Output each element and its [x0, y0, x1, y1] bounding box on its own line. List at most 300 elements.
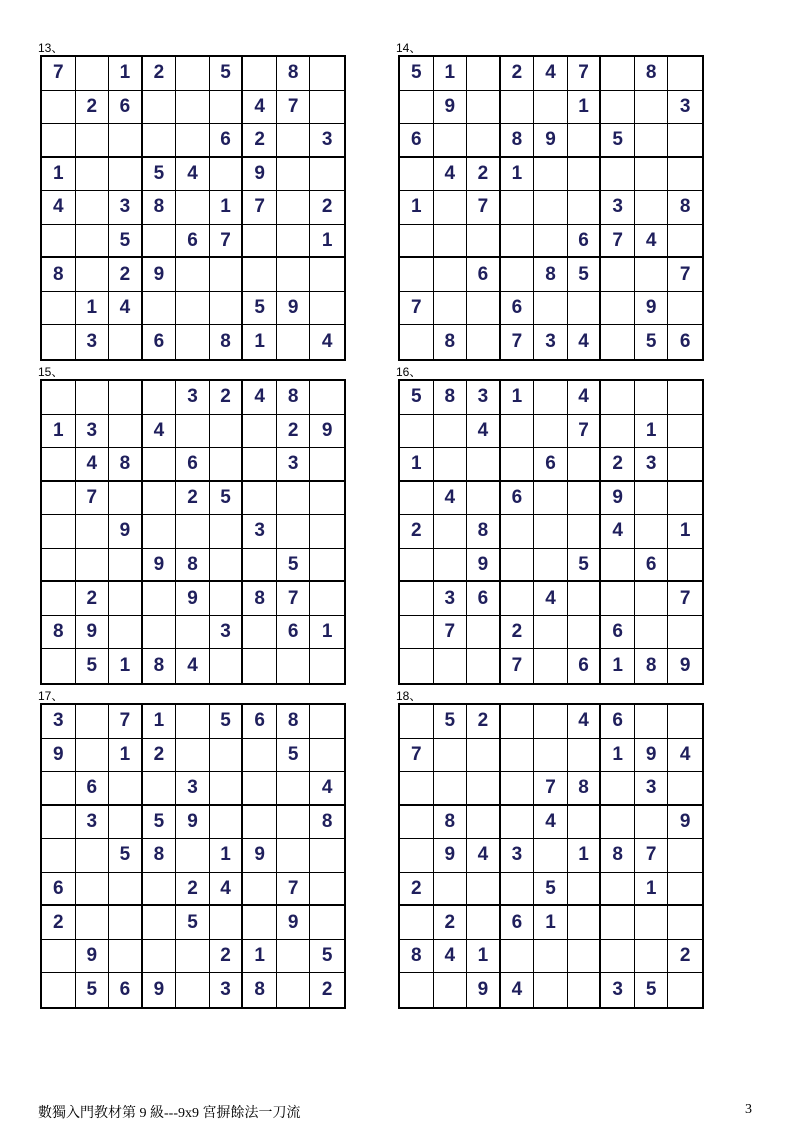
sudoku-cell	[400, 616, 434, 650]
sudoku-cell	[568, 448, 602, 482]
sudoku-cell	[76, 158, 110, 192]
sudoku-cell	[243, 415, 277, 449]
sudoku-cell	[76, 124, 110, 158]
sudoku-cell	[668, 873, 702, 907]
sudoku-grid	[40, 703, 346, 1009]
sudoku-cell	[210, 772, 244, 806]
sudoku-cell: 4	[568, 705, 602, 739]
sudoku-cell: 6	[210, 124, 244, 158]
sudoku-cell	[601, 292, 635, 326]
sudoku-cell: 8	[434, 381, 468, 415]
sudoku-cell	[434, 448, 468, 482]
sudoku-cell: 6	[501, 482, 535, 516]
sudoku-cell	[434, 225, 468, 259]
sudoku-cell: 4	[434, 158, 468, 192]
sudoku-cell: 8	[434, 325, 468, 359]
sudoku-cell	[635, 482, 669, 516]
sudoku-cell: 5	[277, 549, 311, 583]
sudoku-cell	[243, 772, 277, 806]
sudoku-cell	[143, 515, 177, 549]
sudoku-cell: 6	[534, 448, 568, 482]
sudoku-cell	[176, 191, 210, 225]
sudoku-cell	[534, 973, 568, 1007]
sudoku-cell	[277, 482, 311, 516]
sudoku-cell: 1	[601, 739, 635, 773]
sudoku-cell: 7	[635, 839, 669, 873]
sudoku-cell	[176, 705, 210, 739]
sudoku-cell	[243, 739, 277, 773]
sudoku-grid	[398, 55, 704, 361]
sudoku-cell: 9	[277, 292, 311, 326]
sudoku-cell	[434, 549, 468, 583]
sudoku-cell	[42, 448, 76, 482]
sudoku-cell: 5	[210, 482, 244, 516]
puzzle-label: 16、	[396, 365, 422, 379]
sudoku-cell	[243, 649, 277, 683]
sudoku-cell	[143, 582, 177, 616]
sudoku-cell	[467, 57, 501, 91]
sudoku-cell: 7	[42, 57, 76, 91]
sudoku-cell	[109, 381, 143, 415]
sudoku-cell: 4	[568, 325, 602, 359]
sudoku-cell	[501, 448, 535, 482]
sudoku-cell: 6	[679, 331, 691, 353]
sudoku-cell: 4	[467, 839, 501, 873]
sudoku-cell	[76, 739, 110, 773]
sudoku-cell: 3	[668, 91, 702, 125]
sudoku-cell	[467, 292, 501, 326]
sudoku-cell: 6	[467, 582, 501, 616]
sudoku-cell	[668, 549, 702, 583]
sudoku-cell	[534, 482, 568, 516]
sudoku-cell	[210, 906, 244, 940]
sudoku-cell	[210, 582, 244, 616]
sudoku-cell	[109, 415, 143, 449]
sudoku-cell	[277, 839, 311, 873]
sudoku-cell	[277, 258, 311, 292]
sudoku-cell	[42, 973, 76, 1007]
sudoku-cell	[601, 258, 635, 292]
sudoku-cell	[668, 381, 702, 415]
sudoku-cell	[635, 940, 669, 974]
sudoku-cell	[42, 124, 76, 158]
sudoku-cell	[400, 705, 434, 739]
sudoku-cell: 4	[534, 806, 568, 840]
sudoku-cell	[501, 806, 535, 840]
sudoku-cell: 8	[400, 940, 434, 974]
sudoku-cell	[310, 57, 344, 91]
sudoku-cell	[635, 124, 669, 158]
sudoku-cell: 9	[434, 91, 468, 125]
sudoku-cell: 5	[400, 381, 434, 415]
sudoku-cell: 2	[42, 906, 76, 940]
sudoku-cell	[277, 325, 311, 359]
sudoku-cell: 3	[109, 191, 143, 225]
sudoku-cell	[568, 158, 602, 192]
sudoku-cell	[277, 515, 311, 549]
sudoku-cell	[143, 124, 177, 158]
sudoku-cell	[467, 649, 501, 683]
sudoku-cell	[568, 482, 602, 516]
sudoku-cell	[176, 940, 210, 974]
sudoku-cell	[601, 906, 635, 940]
sudoku-cell	[568, 616, 602, 650]
sudoku-cell	[109, 772, 143, 806]
sudoku-cell: 1	[109, 57, 143, 91]
sudoku-cell	[534, 415, 568, 449]
sudoku-cell	[243, 549, 277, 583]
sudoku-cell: 2	[109, 258, 143, 292]
sudoku-cell: 3	[210, 973, 244, 1007]
sudoku-cell	[534, 225, 568, 259]
sudoku-cell: 9	[310, 415, 344, 449]
sudoku-cell: 1	[601, 649, 635, 683]
sudoku-cell: 4	[243, 91, 277, 125]
sudoku-cell: 9	[601, 482, 635, 516]
sudoku-cell	[400, 415, 434, 449]
sudoku-cell: 8	[176, 549, 210, 583]
sudoku-cell: 7	[277, 582, 311, 616]
sudoku-cell	[668, 482, 702, 516]
sudoku-cell: 1	[210, 839, 244, 873]
puzzle-label: 13、	[38, 41, 64, 55]
sudoku-cell	[601, 806, 635, 840]
sudoku-cell	[467, 124, 501, 158]
sudoku-cell	[467, 739, 501, 773]
sudoku-cell	[534, 292, 568, 326]
sudoku-cell: 3	[501, 839, 535, 873]
sudoku-cell: 1	[434, 57, 468, 91]
sudoku-cell	[243, 873, 277, 907]
sudoku-cell: 5	[76, 649, 110, 683]
sudoku-cell	[568, 124, 602, 158]
sudoku-cell: 4	[76, 448, 110, 482]
sudoku-cell: 7	[109, 705, 143, 739]
sudoku-cell: 4	[434, 482, 468, 516]
sudoku-cell: 9	[176, 806, 210, 840]
sudoku-cell	[534, 940, 568, 974]
sudoku-cell	[176, 91, 210, 125]
sudoku-cell: 1	[467, 940, 501, 974]
sudoku-cell	[210, 549, 244, 583]
sudoku-cell: 5	[243, 292, 277, 326]
sudoku-cell	[668, 772, 702, 806]
sudoku-cell: 5	[277, 739, 311, 773]
sudoku-cell: 1	[635, 415, 669, 449]
sudoku-cell	[176, 258, 210, 292]
sudoku-cell: 8	[668, 191, 702, 225]
sudoku-cell	[310, 448, 344, 482]
sudoku-cell	[310, 158, 344, 192]
sudoku-cell	[635, 158, 669, 192]
sudoku-cell	[635, 616, 669, 650]
sudoku-cell: 4	[310, 772, 344, 806]
sudoku-cell: 1	[210, 191, 244, 225]
sudoku-cell	[601, 91, 635, 125]
sudoku-cell	[534, 705, 568, 739]
sudoku-cell	[42, 91, 76, 125]
sudoku-cell: 2	[76, 582, 110, 616]
sudoku-cell	[243, 806, 277, 840]
sudoku-cell	[668, 292, 702, 326]
sudoku-grid	[398, 703, 704, 1009]
sudoku-cell: 9	[42, 739, 76, 773]
sudoku-cell	[176, 515, 210, 549]
puzzle-label: 17、	[38, 689, 64, 703]
sudoku-cell: 6	[109, 973, 143, 1007]
sudoku-cell	[243, 906, 277, 940]
sudoku-cell	[501, 739, 535, 773]
sudoku-cell: 6	[176, 225, 210, 259]
sudoku-cell: 2	[601, 448, 635, 482]
sudoku-cell: 8	[635, 649, 669, 683]
sudoku-cell: 1	[568, 91, 602, 125]
sudoku-cell	[143, 225, 177, 259]
sudoku-cell	[501, 225, 535, 259]
sudoku-cell	[76, 549, 110, 583]
sudoku-cell: 6	[76, 772, 110, 806]
sudoku-cell	[534, 839, 568, 873]
sudoku-cell: 5	[176, 906, 210, 940]
sudoku-cell: 5	[434, 705, 468, 739]
sudoku-cell: 5	[143, 806, 177, 840]
sudoku-cell: 9	[668, 806, 702, 840]
sudoku-cell: 5	[310, 940, 344, 974]
sudoku-cell	[501, 582, 535, 616]
sudoku-cell: 4	[568, 381, 602, 415]
sudoku-cell: 6	[568, 649, 602, 683]
sudoku-cell	[143, 772, 177, 806]
sudoku-cell: 2	[501, 616, 535, 650]
sudoku-cell: 1	[76, 292, 110, 326]
sudoku-cell: 2	[501, 57, 535, 91]
sudoku-cell	[568, 940, 602, 974]
sudoku-cell: 2	[143, 57, 177, 91]
sudoku-cell: 8	[143, 191, 177, 225]
sudoku-cell	[210, 258, 244, 292]
sudoku-cell	[434, 415, 468, 449]
sudoku-cell	[501, 940, 535, 974]
sudoku-cell	[210, 515, 244, 549]
sudoku-cell: 8	[42, 616, 76, 650]
sudoku-cell	[76, 705, 110, 739]
sudoku-cell: 9	[143, 549, 177, 583]
sudoku-cell	[42, 292, 76, 326]
sudoku-cell	[109, 158, 143, 192]
sudoku-cell: 8	[534, 258, 568, 292]
sudoku-cell: 4	[501, 973, 535, 1007]
sudoku-cell	[109, 325, 143, 359]
sudoku-cell	[210, 649, 244, 683]
sudoku-cell	[109, 582, 143, 616]
sudoku-cell	[210, 448, 244, 482]
sudoku-cell	[467, 906, 501, 940]
sudoku-cell	[534, 515, 568, 549]
sudoku-cell	[434, 873, 468, 907]
sudoku-cell	[568, 806, 602, 840]
sudoku-cell	[76, 225, 110, 259]
sudoku-cell	[109, 873, 143, 907]
sudoku-cell: 5	[109, 839, 143, 873]
sudoku-cell: 6	[635, 549, 669, 583]
sudoku-cell: 6	[467, 258, 501, 292]
sudoku-cell	[400, 225, 434, 259]
sudoku-cell: 9	[76, 616, 110, 650]
sudoku-cell	[76, 515, 110, 549]
sudoku-cell	[210, 415, 244, 449]
sudoku-cell: 7	[568, 415, 602, 449]
sudoku-cell: 1	[400, 191, 434, 225]
sudoku-cell: 1	[243, 940, 277, 974]
sudoku-cell	[310, 705, 344, 739]
sudoku-cell	[277, 772, 311, 806]
sudoku-cell	[635, 191, 669, 225]
sudoku-cell: 6	[277, 616, 311, 650]
sudoku-cell	[310, 906, 344, 940]
sudoku-cell: 9	[679, 655, 691, 677]
sudoku-cell: 1	[42, 415, 76, 449]
sudoku-cell	[501, 91, 535, 125]
sudoku-cell	[668, 448, 702, 482]
sudoku-cell	[601, 549, 635, 583]
sudoku-cell: 3	[210, 616, 244, 650]
sudoku-cell: 1	[310, 616, 344, 650]
sudoku-cell: 3	[176, 772, 210, 806]
sudoku-cell	[277, 191, 311, 225]
sudoku-cell	[501, 191, 535, 225]
sudoku-cell	[400, 258, 434, 292]
sudoku-cell: 6	[109, 91, 143, 125]
sudoku-cell	[434, 973, 468, 1007]
sudoku-cell	[76, 381, 110, 415]
footer-title: 數獨入門教材第 9 級---9x9 宮摒餘法一刀流	[38, 1106, 301, 1121]
sudoku-cell	[243, 258, 277, 292]
sudoku-cell: 8	[210, 325, 244, 359]
sudoku-cell	[143, 906, 177, 940]
sudoku-cell	[176, 616, 210, 650]
sudoku-cell: 8	[434, 806, 468, 840]
sudoku-cell	[635, 258, 669, 292]
sudoku-cell: 7	[76, 482, 110, 516]
sudoku-cell	[210, 739, 244, 773]
sudoku-cell	[310, 839, 344, 873]
sudoku-cell	[668, 973, 702, 1007]
sudoku-cell	[310, 515, 344, 549]
sudoku-cell	[143, 873, 177, 907]
sudoku-cell	[277, 158, 311, 192]
sudoku-cell	[176, 325, 210, 359]
sudoku-cell	[310, 258, 344, 292]
sudoku-cell	[243, 482, 277, 516]
sudoku-cell	[635, 381, 669, 415]
sudoku-cell	[109, 940, 143, 974]
sudoku-cell	[109, 549, 143, 583]
sudoku-cell	[176, 124, 210, 158]
sudoku-cell	[434, 258, 468, 292]
sudoku-cell: 9	[635, 739, 669, 773]
sudoku-cell: 3	[601, 191, 635, 225]
sudoku-cell	[109, 806, 143, 840]
sudoku-cell	[534, 549, 568, 583]
sudoku-cell	[601, 415, 635, 449]
sudoku-cell	[467, 91, 501, 125]
sudoku-cell: 6	[568, 225, 602, 259]
sudoku-cell: 2	[668, 940, 702, 974]
sudoku-cell: 8	[243, 582, 277, 616]
sudoku-grid	[398, 379, 704, 685]
sudoku-cell: 4	[434, 940, 468, 974]
sudoku-cell	[467, 772, 501, 806]
puzzle-label: 18、	[396, 689, 422, 703]
sudoku-cell	[568, 191, 602, 225]
sudoku-cell: 3	[176, 381, 210, 415]
sudoku-cell	[534, 158, 568, 192]
sudoku-cell: 8	[143, 839, 177, 873]
sudoku-cell	[109, 124, 143, 158]
sudoku-cell	[42, 582, 76, 616]
sudoku-cell	[635, 806, 669, 840]
sudoku-cell	[76, 839, 110, 873]
sudoku-cell	[277, 973, 311, 1007]
sudoku-cell	[434, 292, 468, 326]
sudoku-cell	[534, 616, 568, 650]
sudoku-cell: 2	[467, 158, 501, 192]
sudoku-cell: 8	[277, 705, 311, 739]
sudoku-cell	[42, 940, 76, 974]
sudoku-cell: 8	[467, 515, 501, 549]
sudoku-cell	[601, 940, 635, 974]
sudoku-cell	[42, 225, 76, 259]
sudoku-cell	[210, 91, 244, 125]
sudoku-cell: 2	[434, 906, 468, 940]
sudoku-grid	[40, 379, 346, 685]
sudoku-cell	[668, 57, 702, 91]
sudoku-cell	[501, 515, 535, 549]
sudoku-cell: 2	[176, 482, 210, 516]
sudoku-cell	[601, 873, 635, 907]
sudoku-cell	[42, 772, 76, 806]
sudoku-cell	[42, 549, 76, 583]
page-number: 3	[745, 1102, 752, 1117]
sudoku-cell: 4	[109, 292, 143, 326]
sudoku-cell: 9	[109, 515, 143, 549]
sudoku-cell: 8	[310, 806, 344, 840]
sudoku-cell	[467, 616, 501, 650]
sudoku-cell	[310, 649, 344, 683]
sudoku-cell: 3	[76, 806, 110, 840]
sudoku-cell	[467, 482, 501, 516]
sudoku-cell	[568, 582, 602, 616]
sudoku-cell	[243, 225, 277, 259]
sudoku-cell: 6	[243, 705, 277, 739]
sudoku-cell: 3	[277, 448, 311, 482]
sudoku-cell: 5	[109, 225, 143, 259]
sudoku-cell	[310, 739, 344, 773]
sudoku-cell	[310, 381, 344, 415]
sudoku-cell: 9	[635, 292, 669, 326]
sudoku-cell	[400, 325, 434, 359]
sudoku-cell: 5	[143, 158, 177, 192]
sudoku-cell	[568, 515, 602, 549]
sudoku-cell: 3	[467, 381, 501, 415]
sudoku-cell: 1	[42, 158, 76, 192]
sudoku-cell	[635, 705, 669, 739]
sudoku-cell	[434, 515, 468, 549]
sudoku-cell	[601, 158, 635, 192]
sudoku-cell	[635, 91, 669, 125]
sudoku-cell	[310, 873, 344, 907]
sudoku-cell: 8	[501, 124, 535, 158]
